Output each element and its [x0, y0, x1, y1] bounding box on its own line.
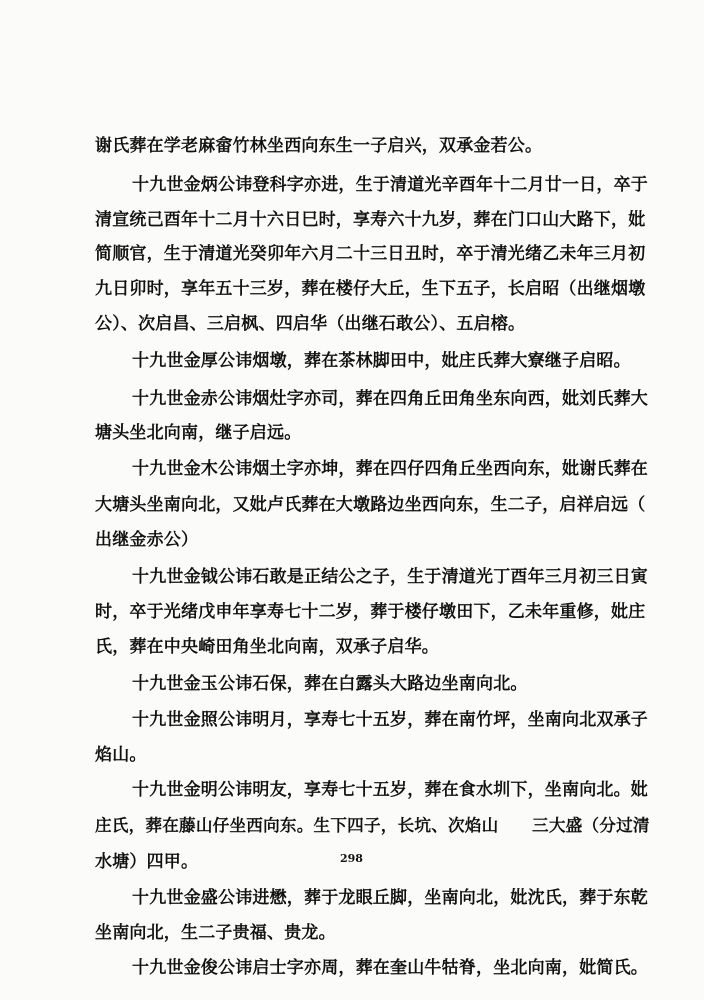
text-line: 庄氏，葬在藤山仔坐西向东。生下四子，长坑、次焰山 三大盛（分过清 [95, 815, 650, 835]
text-line: 清宣统己酉年十二月十六日巳时，享寿六十九岁，葬在门口山大路下，妣 [95, 210, 646, 230]
text-line: 十九世金俊公讳启士字亦周，葬在奎山牛牯脊，坐北向南，妣简氏。 [132, 958, 648, 978]
text-line: 十九世金钺公讳石敢是正结公之子，生于清道光丁酉年三月初三日寅 [132, 567, 648, 587]
text-line: 谢氏葬在学老麻畲竹林坐西向东生一子启兴，双承金若公。 [95, 136, 543, 156]
text-line: 出继金赤公） [95, 530, 199, 550]
text-line: 氏，葬在中央崎田角坐北向南，双承子启华。 [95, 637, 439, 657]
text-line: 塘头坐北向南，继子启远。 [95, 423, 302, 443]
text-line: 简顺官，生于清道光癸卯年六月二十三日丑时，卒于清光绪乙未年三月初 [95, 244, 646, 264]
page-number: 298 [340, 852, 363, 865]
text-line: 焰山。 [95, 745, 147, 765]
text-line: 时，卒于光绪戊申年享寿七十二岁，葬于楼仔墩田下，乙未年重修，妣庄 [95, 602, 646, 622]
text-line: 十九世金明公讳明友，享寿七十五岁，葬在食水圳下，坐南向北。妣 [132, 780, 648, 800]
text-line: 九日卯时，享年五十三岁，葬在楼仔大丘，生下五子，长启昭（出继烟墩 [95, 279, 646, 299]
text-line: 十九世金赤公讳烟灶字亦司，葬在四角丘田角坐东向西，妣刘氏葬大 [132, 389, 648, 409]
text-line: 十九世金厚公讳烟墩，葬在茶林脚田中，妣庄氏葬大寮继子启昭。 [132, 351, 631, 371]
text-line: 大塘头坐南向北，又妣卢氏葬在大墩路边坐西向东，生二子，启祥启远（ [95, 495, 646, 515]
text-line: 水塘）四甲。 [95, 852, 199, 872]
text-line: 十九世金照公讳明月，享寿七十五岁，葬在南竹坪，坐南向北双承子 [132, 710, 648, 730]
text-line: 坐南向北，生二子贵福、贵龙。 [95, 923, 336, 943]
text-line: 十九世金盛公讳进懋，葬于龙眼丘脚，坐南向北，妣沈氏，葬于东乾 [132, 888, 648, 908]
text-line: 公）、次启昌、三启枫、四启华（出继石敢公）、五启榕。 [95, 314, 526, 334]
text-line: 十九世金木公讳烟土字亦坤，葬在四仔四角丘坐西向东，妣谢氏葬在 [132, 459, 648, 479]
text-line: 十九世金玉公讳石保，葬在白露头大路边坐南向北。 [132, 674, 528, 694]
text-line: 十九世金炳公讳登科字亦进，生于清道光辛酉年十二月廿一日，卒于 [132, 175, 648, 195]
